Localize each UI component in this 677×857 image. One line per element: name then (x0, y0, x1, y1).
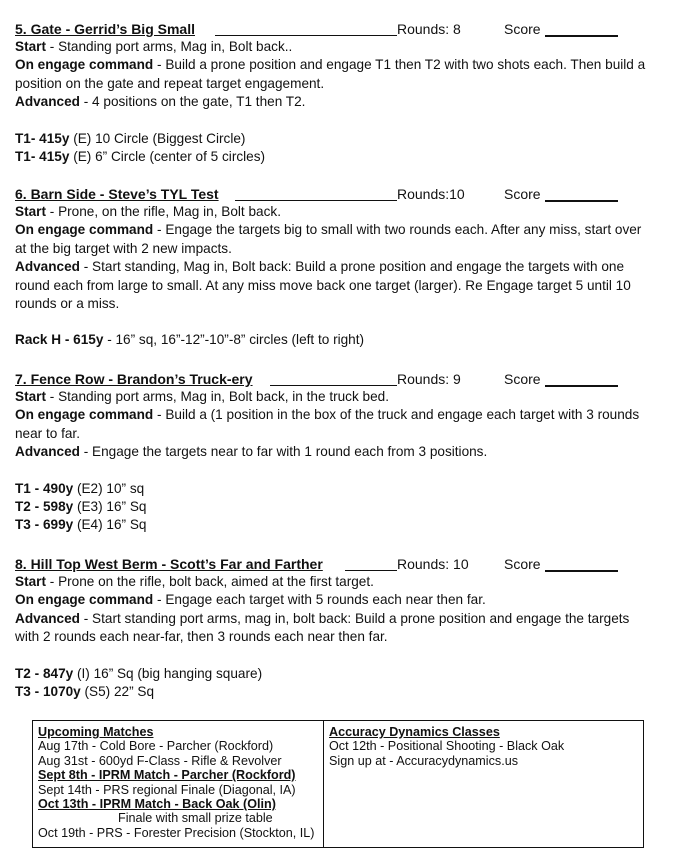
target-line (15, 148, 665, 166)
classes-heading: Accuracy Dynamics Classes (329, 725, 500, 739)
match-note: Finale with small prize table (118, 811, 273, 826)
stage-title: 7. Fence Row - Brandon’s Truck-ery (15, 371, 253, 387)
target-line (15, 331, 665, 349)
start-line (15, 573, 665, 591)
advanced-line: round each from large to small. At any miss move back one target (larger). Re Engage target 5 until 10 (15, 277, 631, 293)
stage-8 (15, 555, 665, 701)
target-detail: (E3) 16” Sq (73, 499, 147, 515)
engage-text: - Build a prone position and engage T1 then T2 with two shots each. Then build a (153, 57, 646, 73)
stage-title-line (15, 370, 665, 388)
match-item: Aug 31st - 600yd F-Class - Rifle & Revolver (38, 753, 282, 768)
match-item-highlight: Sept 8th - IPRM Match - Parcher (Rockford) (38, 768, 296, 783)
start-text: - Prone, on the rifle, Mag in, Bolt back. (45, 204, 281, 219)
target-detail: (E) 6” Circle (center of 5 circles) (69, 149, 266, 165)
rounds-count: Rounds: 10 (397, 556, 469, 572)
class-item: Oct 12th - Positional Shooting - Black Oak (329, 739, 565, 754)
advanced-label: Advanced (15, 259, 80, 275)
advanced-text: - Start standing port arms, mag in, bolt back: Build a prone position and engage the targets (79, 610, 630, 626)
match-item: Sept 14th - PRS regional Finale (Diagonal, IA) (38, 782, 296, 797)
title-underline (345, 570, 397, 571)
stage-6 (15, 185, 665, 350)
stage-title-line (15, 555, 665, 573)
engage-line (15, 221, 665, 239)
match-item-highlight: Oct 13th - IPRM Match - Back Oak (Olin) (38, 797, 276, 812)
score-label: Score (504, 371, 541, 387)
match-item: Aug 17th - Cold Bore - Parcher (Rockford) (38, 739, 274, 754)
target-label: T1- 415y (15, 149, 70, 165)
engage-text: - Build a (1 position in the box of the truck and engage each target with 3 rounds (153, 407, 640, 423)
target-detail: - 16” sq, 16”-12”-10”-8” circles (left to right) (103, 332, 365, 348)
target-detail: (E4) 16” Sq (73, 517, 147, 533)
spacer (15, 647, 665, 665)
advanced-line: with 2 rounds each near-far, then 3 rounds each near then far. (15, 629, 388, 645)
target-label: T2 - 598y (15, 499, 74, 515)
start-line (15, 38, 665, 56)
advanced-label: Advanced (15, 94, 80, 110)
engage-line: position on the gate and repeat target engagement. (15, 75, 325, 91)
spacer (15, 313, 665, 331)
events-box (32, 720, 644, 848)
engage-label: On engage command (15, 407, 154, 423)
score-blank (545, 35, 618, 37)
target-line (15, 516, 665, 534)
start-text: - Prone on the rifle, bolt back, aimed at the first target. (45, 574, 374, 589)
score-label: Score (504, 556, 541, 572)
stage-title-line (15, 20, 665, 38)
title-underline (235, 200, 397, 201)
target-line (15, 480, 665, 498)
classes-column (324, 721, 643, 847)
target-line (15, 130, 665, 148)
target-label: T1 - 490y (15, 480, 74, 496)
start-label: Start (15, 389, 46, 404)
engage-text: - Engage each target with 5 rounds each near then far. (153, 592, 486, 608)
advanced-line (15, 93, 665, 111)
engage-line: at the big target with 2 new impacts. (15, 240, 232, 256)
target-line (15, 665, 665, 683)
start-label: Start (15, 39, 46, 54)
engage-line (15, 56, 665, 74)
stage-title: 5. Gate - Gerrid’s Big Small (15, 21, 195, 37)
rounds-count: Rounds: 8 (397, 21, 461, 37)
engage-label: On engage command (15, 592, 154, 608)
spacer (15, 462, 665, 480)
engage-line: near to far. (15, 425, 80, 441)
score-blank (545, 385, 618, 387)
target-label: T3 - 1070y (15, 684, 81, 700)
class-signup: Sign up at - Accuracydynamics.us (329, 753, 518, 768)
target-line (15, 498, 665, 516)
stage-title: 6. Barn Side - Steve’s TYL Test (15, 186, 219, 202)
target-label: T1- 415y (15, 130, 70, 146)
start-line (15, 388, 665, 406)
engage-label: On engage command (15, 57, 154, 73)
target-detail: (E) 10 Circle (Biggest Circle) (69, 130, 246, 146)
start-text: - Standing port arms, Mag in, Bolt back.. (45, 39, 293, 54)
stage-title: 8. Hill Top West Berm - Scott’s Far and Farther (15, 556, 323, 572)
spacer (15, 112, 665, 130)
upcoming-matches-column (33, 721, 324, 847)
advanced-line: rounds or a miss. (15, 296, 120, 312)
engage-label: On engage command (15, 222, 154, 238)
start-text: - Standing port arms, Mag in, Bolt back, in the truck bed. (45, 389, 390, 404)
target-detail: (I) 16” Sq (big hanging square) (73, 665, 263, 681)
engage-line (15, 406, 665, 424)
advanced-line (15, 443, 665, 461)
title-underline (270, 385, 397, 386)
target-label: T2 - 847y (15, 665, 74, 681)
target-detail: (S5) 22” Sq (80, 684, 155, 700)
advanced-text: - 4 positions on the gate, T1 then T2. (79, 94, 306, 110)
upcoming-matches-heading: Upcoming Matches (38, 725, 154, 739)
match-item: Oct 19th - PRS - Forester Precision (Stockton, IL) (38, 825, 315, 840)
engage-line (15, 591, 665, 609)
title-underline (215, 35, 397, 36)
advanced-label: Advanced (15, 444, 80, 460)
advanced-line (15, 258, 665, 276)
start-line (15, 203, 665, 221)
score-blank (545, 570, 618, 572)
stage-5 (15, 20, 665, 166)
engage-text: - Engage the targets big to small with two rounds each. After any miss, start over (153, 222, 642, 238)
advanced-text: - Engage the targets near to far with 1 round each from 3 positions. (79, 444, 488, 460)
target-label: Rack H - 615y (15, 332, 104, 348)
advanced-line (15, 610, 665, 628)
score-blank (545, 200, 618, 202)
target-detail: (E2) 10” sq (73, 480, 145, 496)
start-label: Start (15, 574, 46, 589)
target-line (15, 683, 665, 701)
target-label: T3 - 699y (15, 517, 74, 533)
score-label: Score (504, 186, 541, 202)
stage-title-line (15, 185, 665, 203)
advanced-label: Advanced (15, 610, 80, 626)
score-label: Score (504, 21, 541, 37)
start-label: Start (15, 204, 46, 219)
rounds-count: Rounds:10 (397, 186, 465, 202)
rounds-count: Rounds: 9 (397, 371, 461, 387)
advanced-text: - Start standing, Mag in, Bolt back: Build a prone position and engage the targets with one (79, 259, 625, 275)
stage-7 (15, 370, 665, 535)
